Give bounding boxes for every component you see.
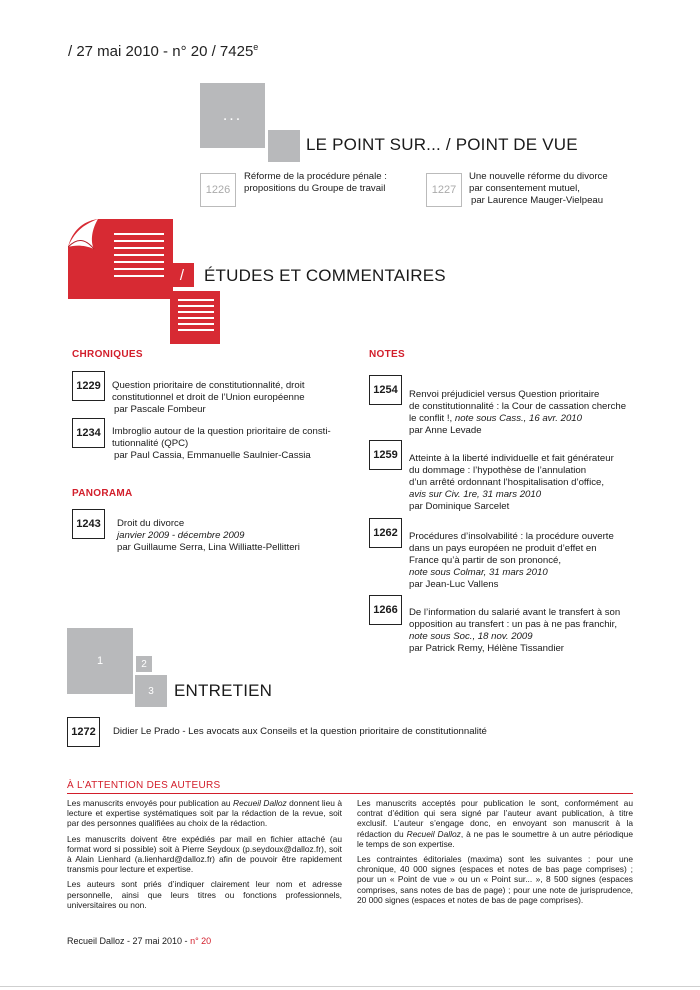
entry-1254-citation: note sous Cass., 16 avr. 2010: [454, 413, 582, 424]
entretien-square-2: [135, 655, 153, 673]
authors-divider: [67, 793, 633, 794]
entry-1272-text: Didier Le Prado - Les avocats aux Conseils et la question prioritaire de constitutionnalité: [113, 726, 487, 737]
notes-heading: NOTES: [369, 349, 405, 360]
issue-sup: e: [253, 42, 259, 52]
entry-1262-line-1: Procédures d’insolvabilité : la procédure ouverte: [409, 531, 614, 542]
panorama-heading: PANORAMA: [72, 488, 133, 499]
square-3-label: 3: [148, 685, 154, 697]
entry-1259-line-2: du dommage : l’hypothèse de l’annulation: [409, 465, 587, 476]
entry-1229-line-2: constitutionnel et droit de l’Union européenne: [112, 392, 305, 403]
entry-1227-line-2: par consentement mutuel,: [469, 183, 580, 194]
entry-1259-text: [409, 453, 614, 513]
entry-1259-citation: avis sur Civ. 1re, 31 mars 2010: [409, 489, 542, 500]
entry-number-1266: 1266: [369, 595, 402, 625]
para-text: Les auteurs sont priés d’indiquer clairement leur nom et adresse personnelle, ainsi que leurs titres ou fonctions professionnels, universitaires ou non.: [67, 879, 342, 910]
footer-page-number: n° 20: [190, 936, 212, 946]
entry-1254-text: [409, 389, 626, 437]
entry-1229-line-1: Question prioritaire de constitutionnalité, droit: [112, 380, 305, 391]
entry-1262-text: [409, 531, 614, 591]
footer-rule: [0, 986, 700, 987]
entry-1227-line-1: Une nouvelle réforme du divorce: [469, 171, 608, 182]
footer-text: Recueil Dalloz - 27 mai 2010 -: [67, 936, 191, 946]
entry-1243-title: Droit du divorce: [117, 518, 185, 529]
entry-1234-line-1: Imbroglio autour de la question prioritaire de consti-: [112, 426, 331, 437]
entry-1226-text: [244, 171, 387, 195]
entry-number-1262: 1262: [369, 518, 402, 548]
authors-right-column: [357, 798, 633, 910]
entry-1259-line-3: d’un arrêté ordonnant l’hospitalisation d’office,: [409, 477, 605, 488]
entry-1254-author: par Anne Levade: [409, 425, 482, 436]
para-text: Les manuscrits doivent être expédiés par mail en fichier attaché (au format word si possible) soit à Pierre Seydoux (p.seydoux@dalloz.fr), soit à Alain Lienhard (a.lienhard@dalloz.fr) afin de pouvoir être rapidement transmis pour lecture et expertise.: [67, 833, 342, 875]
authors-left-column: [67, 798, 342, 915]
entry-1226-line-2: propositions du Groupe de travail: [244, 183, 386, 194]
chroniques-heading: CHRONIQUES: [72, 349, 143, 360]
para-text: Les manuscrits envoyés pour publication au: [67, 798, 234, 808]
entretien-square-3: [135, 675, 167, 707]
entry-1229-author: par Pascale Fombeur: [114, 404, 206, 415]
entry-1266-line-2: opposition au transfert : un pas à ne pas franchir,: [409, 619, 617, 630]
entry-number-1234: 1234: [72, 418, 105, 448]
authors-heading: À L’ATTENTION DES AUTEURS: [67, 780, 221, 791]
footer: [67, 936, 211, 946]
entry-1226-line-1: Réforme de la procédure pénale :: [244, 171, 387, 182]
entry-number-1229: 1229: [72, 371, 105, 401]
point-sur-small-square: [268, 130, 300, 162]
entry-1259-line-1: Atteinte à la liberté individuelle et fait générateur: [409, 453, 614, 464]
entry-number-1254: 1254: [369, 375, 402, 405]
para-text: , à ne pas le soumettre à un autre périodique le temps de son expertise.: [357, 828, 633, 849]
entry-1262-line-2: dans un pays européen ne produit d’effet en: [409, 543, 597, 554]
entry-1243-period: janvier 2009 - décembre 2009: [117, 530, 245, 541]
entry-1254-line-1: Renvoi préjudiciel versus Question prioritaire: [409, 389, 600, 400]
entry-1234-author: par Paul Cassia, Emmanuelle Saulnier-Cassia: [114, 450, 311, 461]
entry-1227-line-3: par Laurence Mauger-Vielpeau: [471, 195, 604, 206]
square-1-label: 1: [96, 655, 104, 667]
para-text: Les contraintes éditoriales (maxima) sont les suivantes : pour une chronique, 40 000 signes (espaces et notes de bas page comprises) ; pour un « Point de vue » ou un « Point sur... », 8 500 signes (espaces comprises, sans notes de bas de page) ; pour une note de jurisprudence, 20 000 signes (espaces et notes de bas de page comprises).: [357, 854, 633, 905]
authors-left-para-1: [67, 798, 342, 829]
entry-number-1272: 1272: [67, 717, 100, 747]
entry-1266-citation: note sous Soc., 18 nov. 2009: [409, 631, 533, 642]
entry-1243-text: [117, 518, 300, 554]
entry-number-1259: 1259: [369, 440, 402, 470]
entry-1262-line-3: France qu’à partir de son prononcé,: [409, 555, 561, 566]
point-sur-title: LE POINT SUR... / POINT DE VUE: [306, 135, 578, 154]
entry-1243-author: par Guillaume Serra, Lina Williatte-Pellitteri: [117, 542, 300, 553]
authors-left-para-3: [67, 879, 342, 910]
entry-number-1226: 1226: [200, 173, 236, 207]
para-text: donnent lieu à lecture et expertise systématiques soit par la rédaction de la revue, soit par des personnes qualifiées au choix de la rédaction.: [67, 798, 342, 829]
issue-number: [68, 42, 258, 60]
entretien-square-1: [67, 628, 133, 694]
para-italic: Recueil Dalloz: [233, 798, 287, 808]
entry-1262-author: par Jean-Luc Vallens: [409, 579, 499, 590]
entry-1266-text: [409, 607, 620, 655]
document-lines-icon: [170, 291, 220, 331]
entry-1229-text: [112, 380, 305, 416]
entry-1254-line-2: de constitutionnalité : la Cour de cassation cherche: [409, 401, 627, 412]
etudes-slash-box: /: [170, 263, 194, 287]
document-icon-lower: [170, 291, 220, 344]
entry-1259-author: par Dominique Sarcelet: [409, 501, 510, 512]
entry-number-1227: 1227: [426, 173, 462, 207]
entry-1266-line-1: De l’information du salarié avant le transfert à son: [409, 607, 621, 618]
authors-left-para-2: [67, 834, 342, 875]
page-curl-icon: [68, 219, 173, 299]
authors-right-para-1: [357, 798, 633, 849]
entry-1262-citation: note sous Colmar, 31 mars 2010: [409, 567, 548, 578]
entry-1234-text: [112, 426, 331, 462]
etudes-title: ÉTUDES ET COMMENTAIRES: [204, 266, 446, 285]
authors-right-para-2: [357, 854, 633, 905]
dots-icon: ...: [222, 106, 243, 124]
square-2-label: 2: [141, 658, 147, 670]
document-icon: [68, 219, 173, 299]
entry-1254-line-3: [409, 413, 626, 425]
entry-1234-line-2: tutionnalité (QPC): [112, 438, 189, 449]
para-text: Les manuscrits acceptés pour publication le sont, conformément au contrat d’édition qui sera signé par l’auteur avant publication, à titre exclusif. L’auteur s’engage donc, en envoyant son manuscrit à la rédaction du: [357, 798, 633, 839]
entry-1227-text: [469, 171, 608, 207]
para-italic: Recueil Dalloz: [406, 828, 461, 839]
entry-number-1243: 1243: [72, 509, 105, 539]
entretien-title: ENTRETIEN: [174, 681, 273, 700]
issue-main: / 27 mai 2010 - n° 20 / 7425: [68, 43, 254, 60]
entry-1254-line-3a: le conflit !,: [409, 413, 455, 424]
entry-1266-author: par Patrick Remy, Hélène Tissandier: [409, 643, 564, 654]
point-sur-big-square: [200, 83, 265, 148]
